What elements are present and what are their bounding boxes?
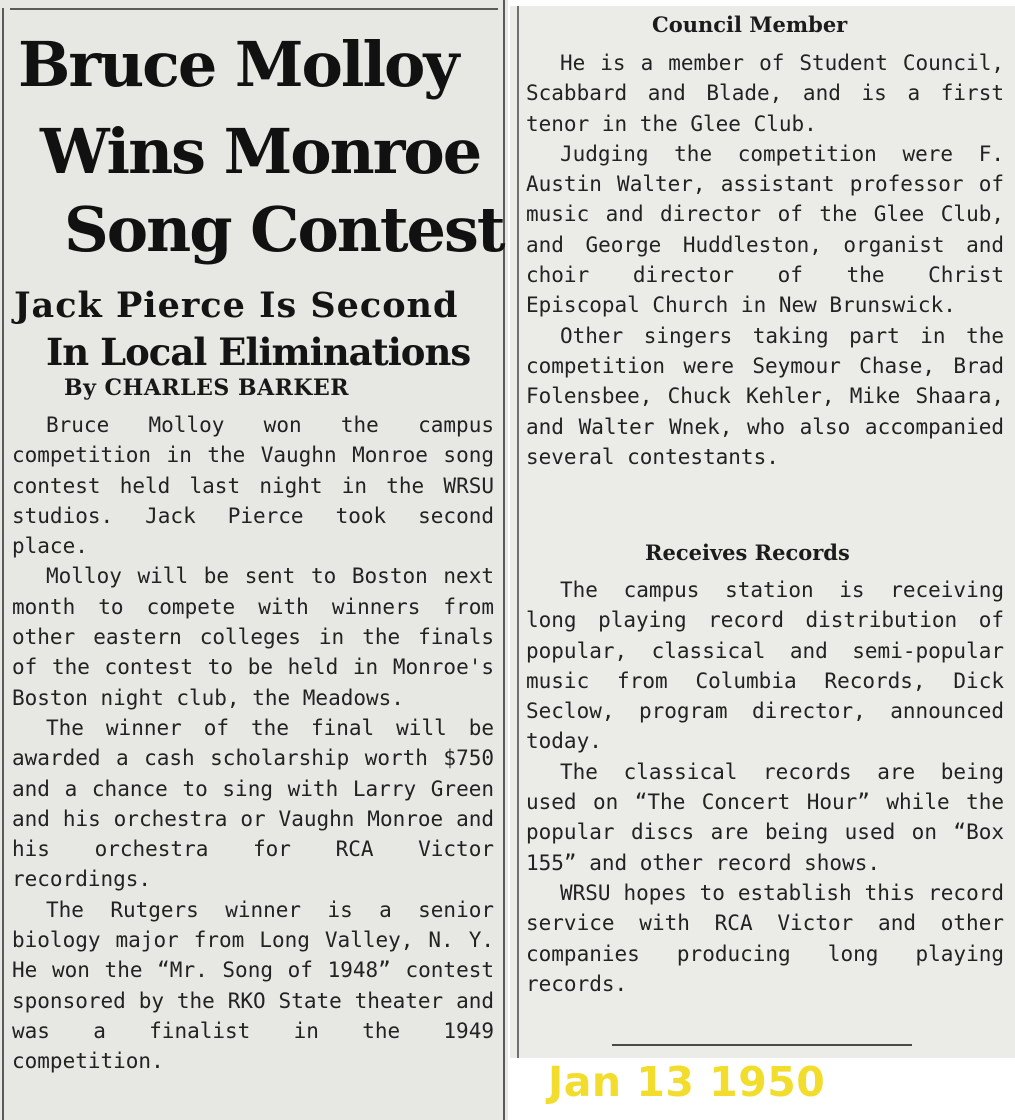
top-rule bbox=[10, 8, 498, 10]
headline-line-1: Bruce Molloy bbox=[18, 28, 458, 101]
body-paragraph: The Rutgers winner is a senior biology major from Long Valley, N. Y. He won the “Mr. Song of 1948” contest sponsored by the RKO State theater and was a finalist in the 1949 competition. bbox=[12, 897, 494, 1074]
section-heading-council-member: Council Member bbox=[652, 12, 848, 37]
subheadline-line-2: In Local Eliminations bbox=[46, 330, 471, 374]
left-column-rule bbox=[2, 8, 4, 1120]
column-divider-rule bbox=[503, 0, 505, 1120]
section-heading-receives-records: Receives Records bbox=[645, 540, 850, 565]
column-divider-rule-right bbox=[517, 6, 519, 1058]
subheadline-line-1: Jack Pierce Is Second bbox=[14, 285, 459, 326]
right-column-body-top bbox=[526, 48, 1004, 472]
body-paragraph: Judging the competition were F. Austin Walter, assistant professor of music and director of the Glee Club, and George Huddleston, organist and choir director of the Christ Episcopal Church in New Brunswick. bbox=[526, 141, 1004, 318]
end-of-article-rule bbox=[612, 1044, 912, 1046]
headline-line-2: Wins Monroe bbox=[40, 115, 481, 188]
right-column-body-bottom bbox=[526, 575, 1004, 999]
body-paragraph: Other singers taking part in the competition were Seymour Chase, Brad Folensbee, Chuck Kehler, Mike Shaara, and Walter Wnek, who also accompanied several contestants. bbox=[526, 323, 1004, 469]
headline-line-3: Song Contest bbox=[64, 193, 504, 266]
left-column-body bbox=[12, 410, 494, 1077]
body-paragraph: He is a member of Student Council, Scabbard and Blade, and is a first tenor in the Glee Club. bbox=[526, 51, 1004, 136]
body-paragraph: The winner of the final will be awarded a cash scholarship worth $750 and a chance to sing with Larry Green and his orchestra or Vaughn Monroe and his orchestra for RCA Victor recordings. bbox=[12, 715, 494, 892]
date-stamp: Jan 13 1950 bbox=[548, 1058, 826, 1106]
body-paragraph: The classical records are being used on “The Concert Hour” while the popular discs are being used on “Box 155” and other record shows. bbox=[526, 759, 1004, 875]
body-paragraph: WRSU hopes to establish this record service with RCA Victor and other companies producing long playing records. bbox=[526, 880, 1004, 996]
body-paragraph: Molloy will be sent to Boston next month to compete with winners from other eastern colleges in the finals of the contest to be held in Monroe's Boston night club, the Meadows. bbox=[12, 564, 494, 710]
body-paragraph: Bruce Molloy won the campus competition in the Vaughn Monroe song contest held last night in the WRSU studios. Jack Pierce took second place. bbox=[12, 413, 494, 559]
body-paragraph: The campus station is receiving long playing record distribution of popular, classical and semi-popular music from Columbia Records, Dick Seclow, program director, announced today. bbox=[526, 578, 1004, 754]
byline: By CHARLES BARKER bbox=[64, 375, 350, 401]
